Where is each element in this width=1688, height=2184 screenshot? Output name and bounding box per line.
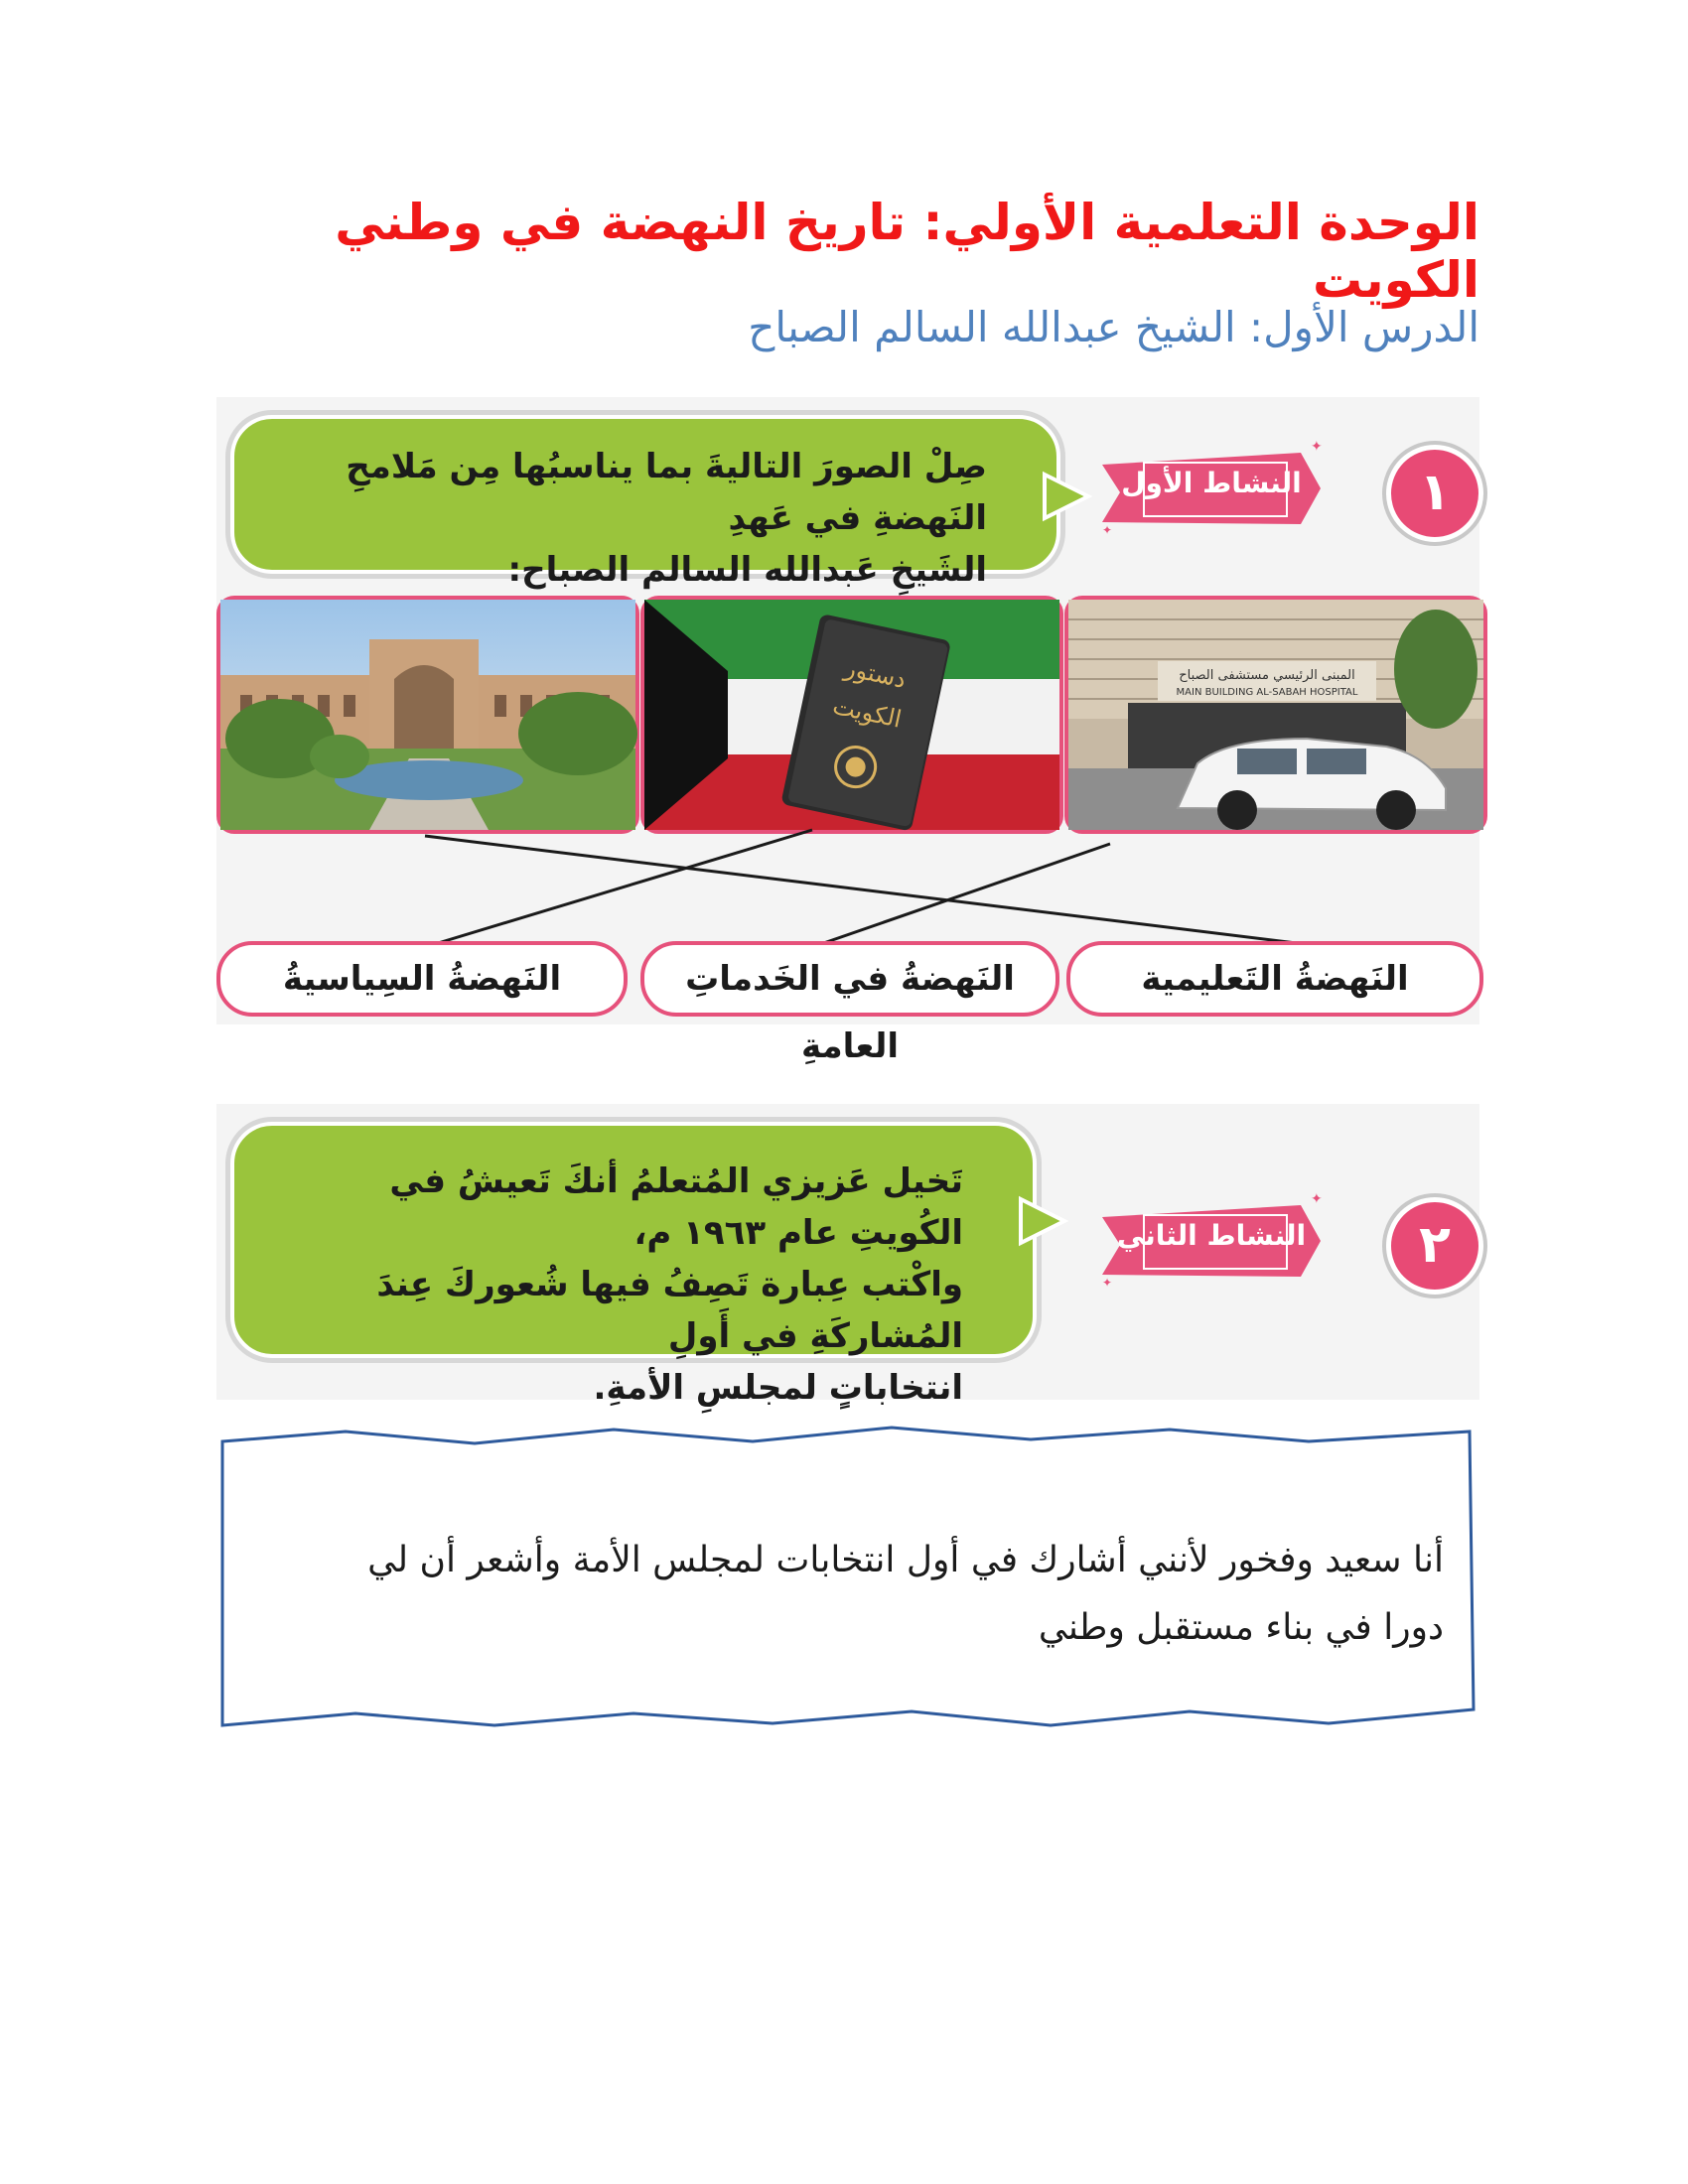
match-line-constitution-politics	[425, 830, 812, 947]
student-answer-line-2: دورا في بناء مستقبل وطني	[1038, 1607, 1444, 1648]
activity-2-number-badge: ٢	[1386, 1197, 1483, 1295]
hospital-sign-arabic: المبنى الرئيسي مستشفى الصباح	[1179, 668, 1355, 683]
match-line-hospital-services	[812, 844, 1110, 947]
hospital-building-image-icon	[1068, 600, 1483, 830]
university-building-image-icon	[220, 600, 635, 830]
constitution-book-image-icon	[644, 600, 1059, 830]
activity-2-instruction-bubble	[230, 1122, 1037, 1408]
svg-text:✦: ✦	[1311, 1191, 1323, 1207]
activity-1-ribbon-label: النشاط الأول	[1121, 467, 1302, 499]
activity-1-ribbon	[1102, 439, 1323, 537]
bubble-tail-icon	[1021, 1191, 1066, 1251]
matching-lines	[216, 824, 1479, 953]
activity-1-instruction-line-2: الشَيخِ عَبدالله السالم الصباح:	[507, 550, 987, 590]
bubble-tail-icon	[1045, 467, 1090, 526]
constitution-title-line-1: دستور	[842, 653, 909, 694]
constitution-title-line-2: الكويت	[830, 691, 905, 734]
photo-university-building	[216, 596, 639, 834]
hospital-sign-english: MAIN BUILDING AL-SABAH HOSPITAL	[1176, 687, 1358, 698]
label-education-renaissance: النَهضةُ التَعليمية	[1066, 941, 1483, 1017]
svg-text:✦: ✦	[1311, 439, 1323, 455]
student-answer[interactable]	[252, 1527, 1444, 1662]
label-political-renaissance: النَهضةُ السِياسيةُ	[216, 941, 628, 1017]
photo-al-sabah-hospital	[1064, 596, 1487, 834]
activity-2-ribbon	[1102, 1191, 1323, 1290]
unit-title: الوحدة التعلمية الأولي: تاريخ النهضة في وطني الكويت	[335, 194, 1479, 309]
lesson-title: الدرس الأول: الشيخ عبدالله السالم الصباح	[748, 303, 1479, 351]
svg-text:✦: ✦	[1102, 1276, 1113, 1290]
activity-1-instruction-line-1: صِلْ الصورَ التاليةَ بما يناسبُها مِن مَلامحِ النَهضةِ في عَهدِ	[346, 447, 987, 538]
activity-2-instruction-line-3: انتخاباتٍ لمجلسِ الأمةِ.	[593, 1368, 963, 1408]
activity-2-ribbon-label: النشاط الثاني	[1116, 1219, 1307, 1252]
activity-2-instruction-line-1: تَخيل عَزيزي المُتعلمُ أنكَ تَعيشُ في الكُويتِ عام ١٩٦٣ م،	[389, 1161, 963, 1253]
svg-text:✦: ✦	[1102, 523, 1113, 537]
activity-2-instruction-line-2: واكْتب عِبارة تَصِفُ فيها شُعوركَ عِندَ المُشاركَةِ في أَولِ	[376, 1265, 963, 1356]
label-public-services-renaissance: النَهضةُ في الخَدماتِ العامةِ	[640, 941, 1059, 1017]
student-answer-line-1: أنا سعيد وفخور لأنني أشارك في أول انتخابات لمجلس الأمة وأشعر أن لي	[367, 1540, 1444, 1580]
match-line-university-education	[425, 836, 1329, 947]
photo-kuwait-constitution	[640, 596, 1063, 834]
activity-1-number-badge: ١	[1386, 445, 1483, 542]
activity-1-instruction-bubble	[230, 415, 1060, 590]
